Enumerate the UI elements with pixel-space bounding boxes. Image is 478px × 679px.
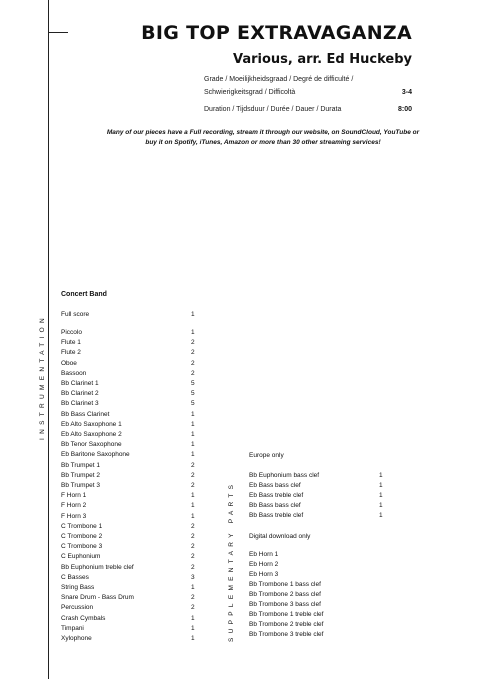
instrument-name: Bb Trumpet 1	[61, 461, 101, 469]
instrument-quantity: 2	[191, 369, 195, 377]
supplementary-row	[249, 610, 389, 620]
supplementary-row	[249, 630, 389, 640]
supplementary-quantity: 1	[379, 502, 383, 509]
supplementary-quantity: 1	[379, 492, 383, 499]
instrument-name: F Horn 1	[61, 492, 87, 500]
supplementary-quantity: 1	[379, 472, 383, 479]
supplementary-row	[249, 570, 389, 580]
instrument-quantity: 2	[191, 553, 195, 561]
instrument-name: Bassoon	[61, 369, 87, 377]
instrument-quantity: 5	[191, 390, 195, 398]
instrument-row	[61, 593, 201, 603]
streaming-notice: Many of our pieces have a Full recording, stream it through our website, on SoundCloud, YouTube or buy it on Spotify, iTunes, Amazon or more than 30 other streaming services!	[106, 129, 420, 146]
instrument-row	[61, 603, 201, 613]
side-label-supplementary: SUPPLEMENTARY PARTS	[228, 480, 235, 642]
supplementary-row	[249, 550, 389, 560]
supplementary-row	[249, 532, 389, 542]
instrument-row	[61, 338, 201, 348]
supplementary-name: Bb Trombone 2 bass clef	[249, 591, 321, 598]
instrument-name: Bb Trumpet 2	[61, 471, 101, 479]
instrument-quantity: 2	[191, 482, 195, 489]
instrument-row	[61, 410, 201, 420]
header-tick-rule	[48, 32, 68, 33]
instrument-row	[61, 634, 201, 644]
grade-value: 3-4	[401, 89, 412, 96]
ensemble-heading: Concert Band	[61, 291, 107, 298]
grade-label-line1: Grade / Moeilijkheidsgraad / Degré de difficulté /	[204, 76, 354, 83]
instrument-row	[61, 614, 201, 624]
instrument-quantity: 1	[191, 502, 195, 510]
instrument-row	[61, 310, 201, 320]
instrument-quantity: 2	[191, 604, 195, 612]
instrument-name: Bb Bass Clarinet	[61, 410, 110, 418]
instrument-quantity: 2	[191, 471, 195, 479]
instrument-name: Eb Alto Saxophone 2	[61, 431, 122, 438]
instrument-row	[61, 491, 201, 501]
supplementary-name: Eb Horn 2	[249, 561, 279, 568]
supplementary-row	[249, 511, 389, 521]
supplementary-name: Bb Trombone 1 treble clef	[249, 611, 324, 618]
instrument-quantity: 2	[191, 522, 195, 530]
grade-label-line2: Schwierigkeitsgrad / Difficoltà	[204, 89, 296, 96]
instrument-quantity: 2	[191, 563, 195, 571]
supplementary-name: Europe only	[249, 452, 284, 459]
instrument-name: Bb Clarinet 3	[61, 400, 99, 408]
instrument-quantity: 2	[191, 543, 195, 551]
instrument-quantity: 1	[191, 311, 195, 318]
instrument-name: C Trombone 1	[61, 522, 103, 530]
supplementary-row	[249, 580, 389, 590]
instrument-row	[61, 512, 201, 522]
instrument-row	[61, 430, 201, 440]
instrument-quantity: 1	[191, 441, 195, 449]
left-margin-rule	[48, 0, 49, 679]
instrument-row	[61, 532, 201, 542]
instrument-row	[61, 389, 201, 399]
supplementary-row	[249, 600, 389, 610]
supplementary-row	[249, 590, 389, 600]
instrument-name: Timpani	[61, 624, 84, 632]
instrument-row	[61, 420, 201, 430]
supplementary-name: Bb Trombone 1 bass clef	[249, 581, 321, 588]
duration-label: Duration / Tijdsduur / Durée / Dauer / Durata	[204, 106, 342, 113]
instrument-quantity: 2	[191, 339, 195, 347]
instrument-name: C Basses	[61, 573, 89, 581]
instrument-quantity: 2	[191, 349, 195, 357]
instrument-row	[61, 542, 201, 552]
composer: Various, arr. Ed Huckeby	[232, 52, 412, 67]
instrument-row	[61, 328, 201, 338]
instrument-name: Flute 2	[61, 349, 81, 357]
instrument-quantity: 2	[191, 359, 195, 367]
instrument-quantity: 2	[191, 533, 195, 540]
instrument-row	[61, 348, 201, 358]
page-title: BIG TOP EXTRAVAGANZA	[141, 22, 412, 44]
instrument-name: Flute 1	[61, 339, 81, 347]
supplementary-name: Digital download only	[249, 533, 311, 540]
instrument-quantity: 3	[191, 573, 195, 581]
instrument-name: Crash Cymbals	[61, 614, 106, 622]
instrument-row	[61, 583, 201, 593]
instrument-quantity: 1	[191, 584, 195, 591]
instrument-quantity: 1	[191, 635, 195, 642]
instrument-name: Bb Tenor Saxophone	[61, 441, 122, 449]
instrument-name: Full score	[61, 311, 90, 318]
instrument-row	[61, 359, 201, 369]
instrument-name: Snare Drum - Bass Drum	[61, 594, 134, 602]
instrument-name: Oboe	[61, 359, 77, 367]
instrument-row	[61, 501, 201, 511]
instrument-row	[61, 450, 201, 460]
instrument-name: Bb Clarinet 1	[61, 380, 99, 387]
instrument-name: Eb Baritone Saxophone	[61, 451, 130, 459]
instrument-quantity: 2	[191, 594, 195, 602]
instrument-quantity: 1	[191, 410, 195, 418]
supplementary-name: Bb Bass treble clef	[249, 512, 304, 519]
instrument-name: Piccolo	[61, 329, 82, 336]
instrument-row	[61, 624, 201, 634]
instrument-quantity: 1	[191, 614, 195, 622]
supplementary-quantity: 1	[379, 482, 383, 489]
instrument-name: Xylophone	[61, 635, 92, 642]
supplementary-name: Eb Bass treble clef	[249, 492, 304, 499]
instrument-name: F Horn 3	[61, 512, 87, 520]
instrument-name: Eb Alto Saxophone 1	[61, 420, 122, 428]
instrument-name: Bb Clarinet 2	[61, 390, 99, 398]
supplementary-quantity: 1	[379, 512, 383, 519]
instrument-quantity: 5	[191, 380, 195, 387]
supplementary-row	[249, 620, 389, 630]
instrument-quantity: 1	[191, 420, 195, 428]
supplementary-name: Bb Euphonium bass clef	[249, 472, 320, 479]
instrument-row	[61, 481, 201, 491]
instrument-row	[61, 369, 201, 379]
instrument-row	[61, 440, 201, 450]
supplementary-name: Bb Trombone 2 treble clef	[249, 621, 324, 628]
supplementary-name: Bb Trombone 3 treble clef	[249, 631, 324, 638]
instrument-name: Percussion	[61, 604, 94, 612]
instrument-quantity: 1	[191, 512, 195, 520]
instrument-row	[61, 461, 201, 471]
supplementary-row	[249, 560, 389, 570]
instrument-row	[61, 573, 201, 583]
instrument-row	[61, 563, 201, 573]
instrument-quantity: 5	[191, 400, 195, 408]
instrument-name: C Trombone 3	[61, 543, 103, 551]
supplementary-name: Eb Horn 3	[249, 571, 279, 578]
instrument-quantity: 2	[191, 461, 195, 469]
instrument-row	[61, 522, 201, 532]
instrument-name: F Horn 2	[61, 502, 87, 510]
instrument-name: C Euphonium	[61, 553, 101, 561]
supplementary-name: Eb Horn 1	[249, 551, 279, 558]
supplementary-row	[249, 451, 389, 461]
supplementary-name: Eb Bass bass clef	[249, 482, 301, 489]
instrument-quantity: 1	[191, 451, 195, 459]
side-label-instrumentation: INSTRUMENTATION	[39, 313, 46, 440]
instrument-row	[61, 379, 201, 389]
instrument-row	[61, 552, 201, 562]
instrument-quantity: 1	[191, 431, 195, 438]
instrument-name: C Trombone 2	[61, 533, 103, 540]
instrument-name: String Bass	[61, 584, 95, 591]
instrument-quantity: 1	[191, 329, 195, 336]
supplementary-row	[249, 501, 389, 511]
duration-value: 8:00	[397, 106, 412, 113]
instrument-name: Bb Euphonium treble clef	[61, 563, 134, 571]
supplementary-row	[249, 471, 389, 481]
instrument-quantity: 1	[191, 624, 195, 632]
supplementary-row	[249, 481, 389, 491]
supplementary-row	[249, 491, 389, 501]
instrument-quantity: 1	[191, 492, 195, 500]
instrument-row	[61, 471, 201, 481]
supplementary-name: Bb Trombone 3 bass clef	[249, 601, 321, 608]
instrument-row	[61, 399, 201, 409]
instrument-name: Bb Trumpet 3	[61, 482, 101, 489]
supplementary-name: Bb Bass bass clef	[249, 502, 301, 509]
